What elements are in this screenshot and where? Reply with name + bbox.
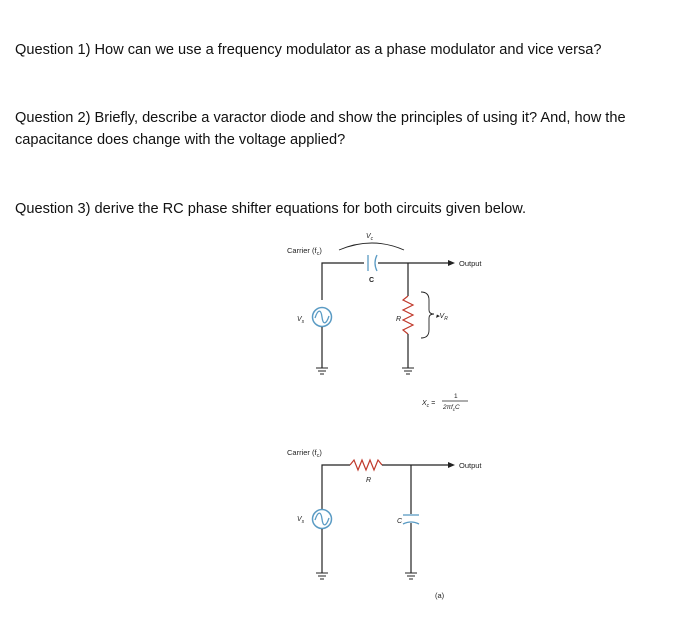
- c1-vc-label: $V_c$: [366, 233, 374, 242]
- c1-r-label: R: [396, 316, 402, 323]
- c2-carrier-label: Carrier $(f_c)$: [287, 448, 322, 459]
- c1-output-arrow: [448, 260, 455, 266]
- c2-vs-label: $V_s$: [297, 516, 305, 525]
- c1-capacitor: [368, 255, 377, 271]
- svg-text:1: 1: [454, 393, 458, 400]
- c1-vc-bracket: [339, 243, 404, 250]
- c1-output-label: Output: [459, 259, 482, 268]
- c1-ac-source-icon: [313, 308, 332, 327]
- c2-ground-left-icon: [316, 573, 328, 579]
- question-1: Question 1) How can we use a frequency modulator as a phase modulator and vice versa?: [15, 42, 602, 58]
- c1-ground-right-icon: [402, 368, 414, 374]
- c2-r-label: R: [366, 477, 372, 484]
- c1-vr-brace: [421, 292, 434, 338]
- circuit-1: [287, 233, 482, 412]
- c2-figure-label: (a): [435, 591, 445, 600]
- c1-vs-label: $V_s$: [297, 316, 305, 325]
- c2-c-label: C: [397, 518, 403, 525]
- svg-text:2πfcC: $2\pi f_cC$: [443, 404, 460, 412]
- c2-ground-right-icon: [405, 573, 417, 579]
- c2-resistor: [350, 460, 382, 470]
- c1-ground-left-icon: [316, 368, 328, 374]
- c2-capacitor: [403, 515, 419, 524]
- question-2: Question 2) Briefly, describe a varactor diode and show the principles of using it? And, how the capacitance does change with the voltage applied?: [15, 110, 626, 148]
- c2-output-arrow: [448, 462, 455, 468]
- c2-ac-source-icon: [313, 510, 332, 529]
- c1-left-top-wire: [322, 263, 364, 300]
- c2-left-top-wire: [322, 465, 350, 510]
- circuit-2: [287, 448, 482, 600]
- c1-reactance-formula: [421, 393, 468, 412]
- c2-output-label: Output: [459, 461, 482, 470]
- question-3: Question 3) derive the RC phase shifter equations for both circuits given below.: [15, 201, 527, 217]
- c1-resistor: [403, 296, 413, 334]
- svg-text:Xc=: $X_c$ =: [422, 400, 436, 409]
- c1-carrier-label: Carrier $(f_c)$: [287, 246, 322, 257]
- c1-vr-label: $▸V_R$: [436, 313, 448, 322]
- c1-c-label: C: [369, 277, 375, 284]
